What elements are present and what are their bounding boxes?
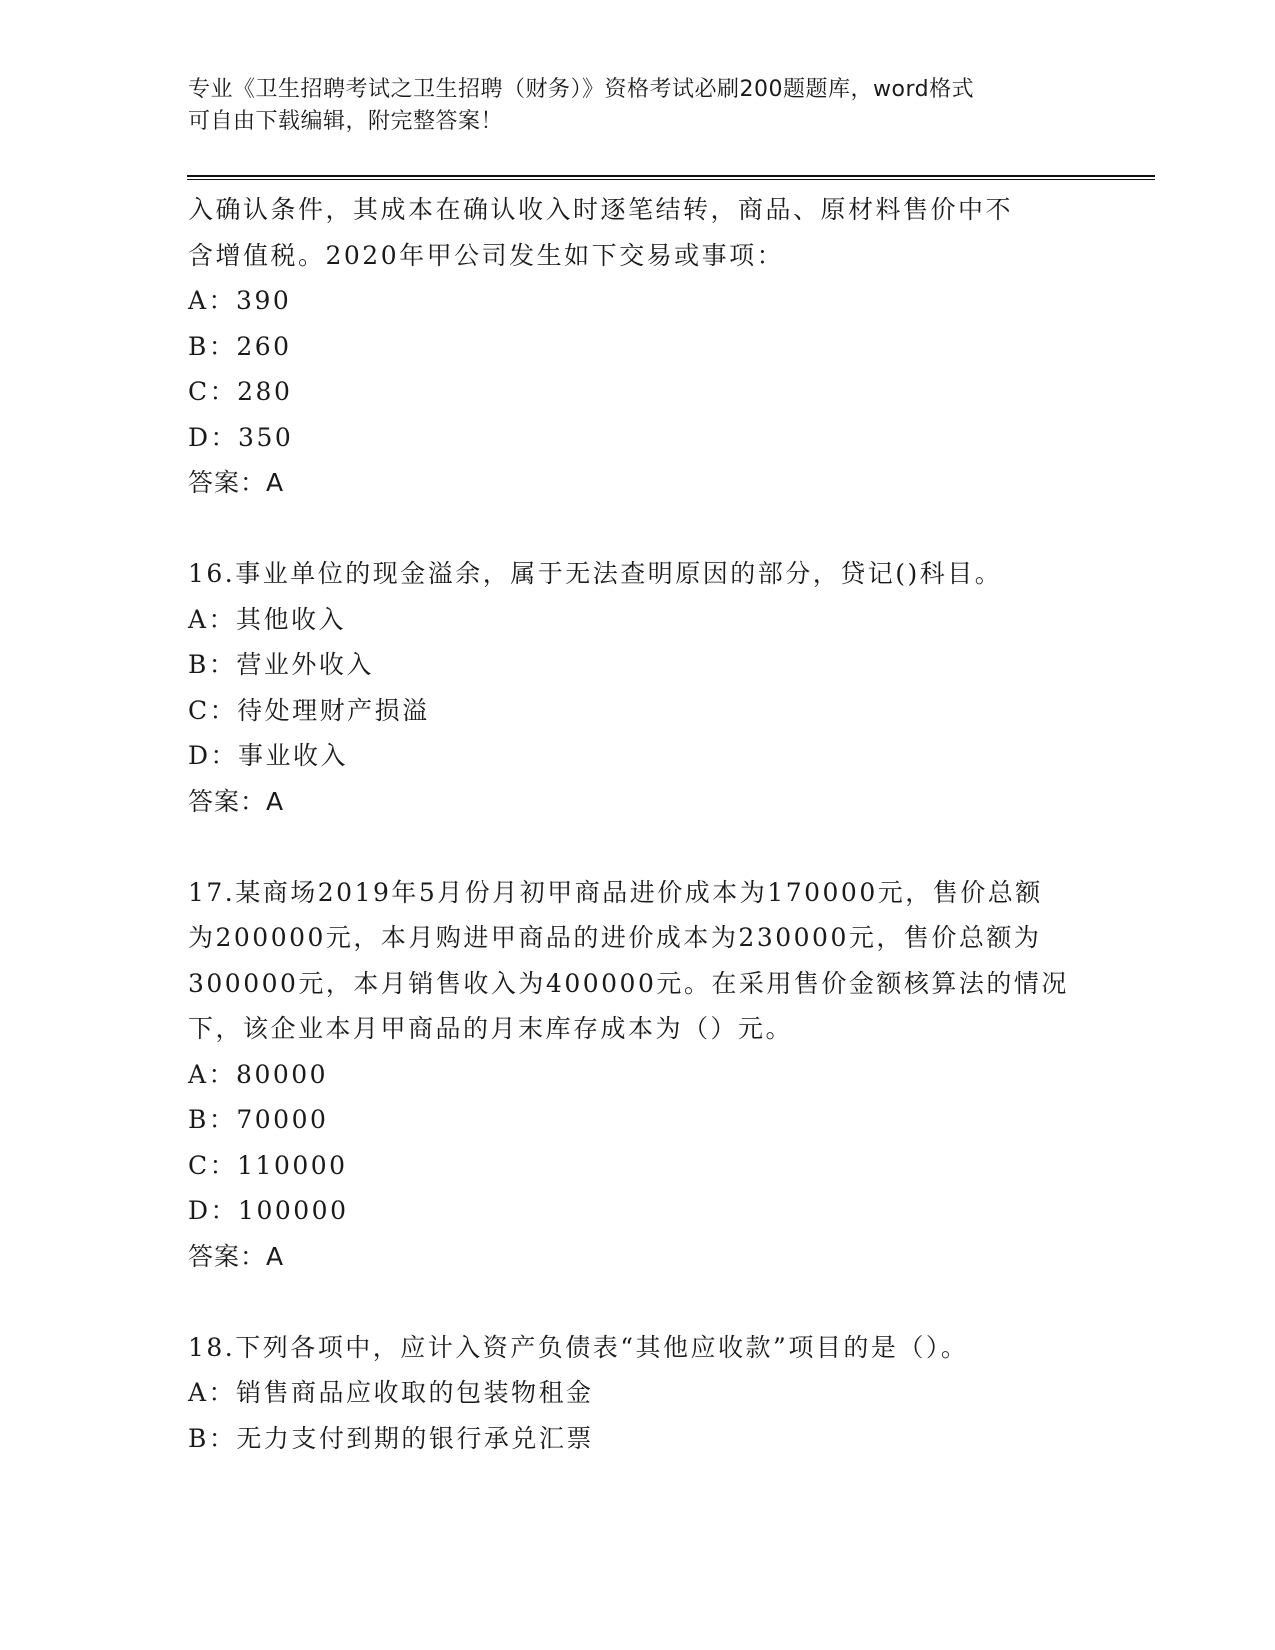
question-18 [188,1325,1088,1462]
question-content [188,187,1088,1461]
option-a: A：80000 [188,1059,329,1089]
option-c: C：待处理财产损溢 [188,695,430,725]
spacer [188,506,1088,552]
header-title-line-2: 可自由下载编辑，附完整答案！ [188,109,504,134]
header-divider [187,175,1155,180]
question-stem-line: 下，该企业本月甲商品的月末库存成本为（）元。 [188,1014,794,1043]
option-a: A：390 [188,286,292,315]
question-stem: 16.事业单位的现金溢余，属于无法查明原因的部分，贷记()科目。 [188,559,1003,588]
option-d: D：事业收入 [188,741,349,770]
question-15-continuation [188,187,1088,506]
option-c: C：110000 [188,1150,348,1180]
question-stem-line: 17.某商场2019年5月份月初甲商品进价成本为170000元，售价总额 [188,877,1043,907]
option-b: B：无力支付到期的银行承兑汇票 [188,1423,594,1453]
option-c: C：280 [188,377,293,406]
header-title-line-1: 专业《卫生招聘考试之卫生招聘（财务）》资格考试必刷200题题库，word格式 [188,77,975,102]
spacer [188,824,1088,870]
option-d: D：350 [188,422,294,452]
question-stem-line: 入确认条件，其成本在确认收入时逐笔结转，商品、原材料售价中不 [188,195,1014,224]
answer: 答案：A [188,1241,285,1271]
question-16 [188,551,1088,824]
document-header [188,74,1088,138]
spacer [188,1279,1088,1325]
option-b: B：260 [188,331,292,361]
answer: 答案：A [188,786,285,816]
question-stem-line: 300000元，本月销售收入为400000元。在采用售价金额核算法的情况 [188,968,1069,998]
option-b: B：70000 [188,1105,329,1134]
question-stem-line: 含增值税。2020年甲公司发生如下交易或事项： [188,240,785,270]
option-b: B：营业外收入 [188,650,374,679]
question-stem-line: 为200000元，本月购进甲商品的进价成本为230000元，售价总额为 [188,923,1042,952]
option-a: A：其他收入 [188,604,347,634]
question-stem: 18.下列各项中，应计入资产负债表“其他应收款”项目的是（）。 [188,1332,969,1362]
answer: 答案：A [188,468,285,497]
question-17 [188,870,1088,1280]
option-d: D：100000 [188,1196,349,1225]
option-a: A：销售商品应收取的包装物租金 [188,1378,594,1407]
